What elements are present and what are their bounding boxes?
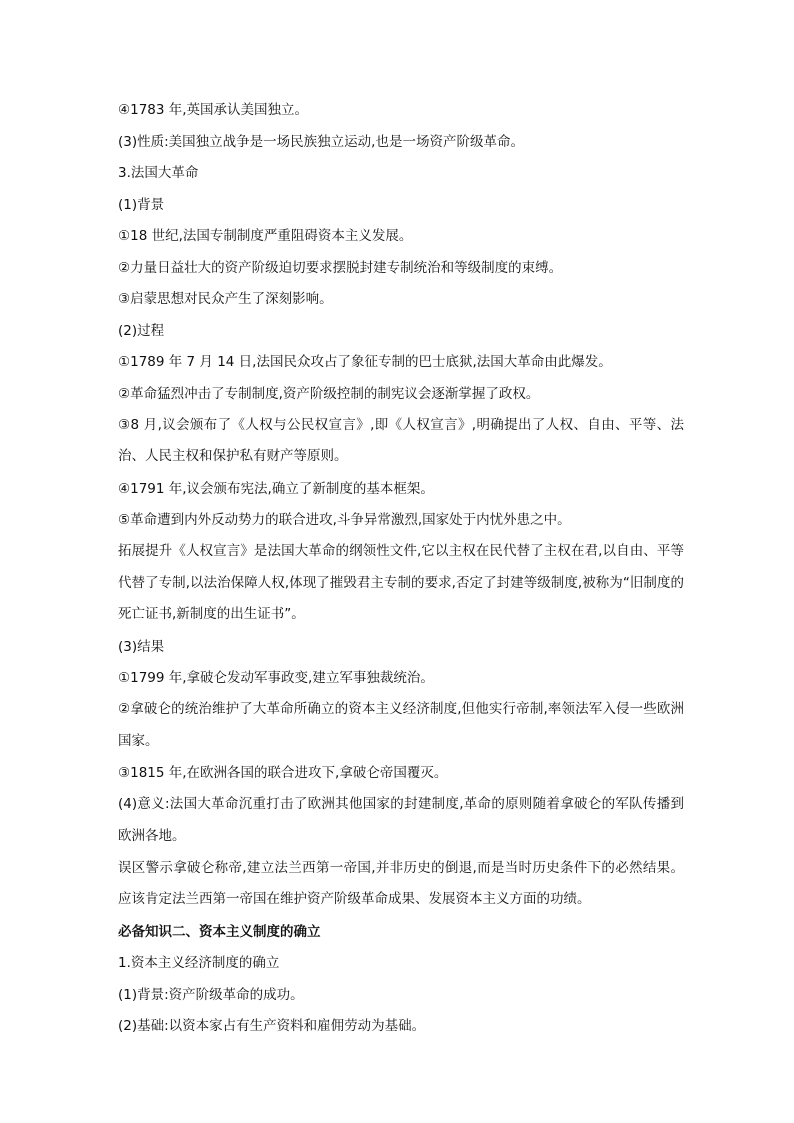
subsection-heading: (3)结果	[118, 638, 165, 655]
text-line: ②革命猛烈冲击了专制制度,资产阶级控制的制宪议会逐渐掌握了政权。	[118, 385, 540, 402]
text-line: ②力量日益壮大的资产阶级迫切要求摆脱封建专制统治和等级制度的束缚。	[118, 259, 563, 276]
text-line: ①1799 年,拿破仑发动军事政变,建立军事独裁统治。	[118, 670, 434, 686]
text-line: ④1791 年,议会颁布宪法,确立了新制度的基本框架。	[118, 480, 434, 497]
misconception-note: 误区警示拿破仑称帝,建立法兰西第一帝国,并非历史的倒退,而是当时历史条件下的必然结果。应该肯定法兰西第一帝国在维护资产阶级革命成果、发展资本主义方面的功绩。	[118, 859, 684, 907]
text-line: (2)基础:以资本家占有生产资料和雇佣劳动为基础。	[118, 1018, 426, 1034]
text-paragraph: ③8 月,议会颁布了《人权与公民权宣言》,即《人权宣言》,明确提出了人权、自由、平等、法治、人民主权和保护私有财产等原则。	[118, 416, 684, 464]
section-heading: 1.资本主义经济制度的确立	[118, 955, 280, 971]
subsection-heading: (2)过程	[118, 322, 165, 339]
text-line: ③启蒙思想对民众产生了深刻影响。	[118, 291, 333, 307]
text-line: ⑤革命遭到内外反动势力的联合进攻,斗争异常激烈,国家处于内忧外患之中。	[118, 512, 571, 528]
text-paragraph: (4)意义:法国大革命沉重打击了欧洲其他国家的封建制度,革命的原则随着拿破仑的军队传播到欧洲各地。	[118, 796, 684, 844]
text-line: ①18 世纪,法国专制制度严重阻碍资本主义发展。	[118, 228, 413, 244]
document-body	[118, 100, 684, 1048]
text-line: (1)背景:资产阶级革命的成功。	[118, 986, 304, 1003]
section-heading: 3.法国大革命	[118, 165, 199, 181]
knowledge-heading: 必备知识二、资本主义制度的确立	[118, 923, 321, 940]
text-line: ④1783 年,英国承认美国独立。	[118, 102, 309, 118]
text-line: (3)性质:美国独立战争是一场民族独立运动,也是一场资产阶级革命。	[118, 133, 524, 150]
text-line: ①1789 年 7 月 14 日,法国民众攻占了象征专制的巴士底狱,法国大革命由此爆发。	[118, 354, 612, 370]
text-line: ③1815 年,在欧洲各国的联合进攻下,拿破仑帝国覆灭。	[118, 765, 448, 781]
extension-note: 拓展提升《人权宣言》是法国大革命的纲领性文件,它以主权在民代替了主权在君,以自由、平等代替了专制,以法治保障人权,体现了摧毁君主专制的要求,否定了封建等级制度,被称为“旧制度的死亡证书,新制度的出生证书”。	[118, 543, 684, 622]
text-paragraph: ②拿破仑的统治维护了大革命所确立的资本主义经济制度,但他实行帝制,率领法军入侵一些欧洲国家。	[118, 701, 684, 749]
subsection-heading: (1)背景	[118, 196, 165, 213]
